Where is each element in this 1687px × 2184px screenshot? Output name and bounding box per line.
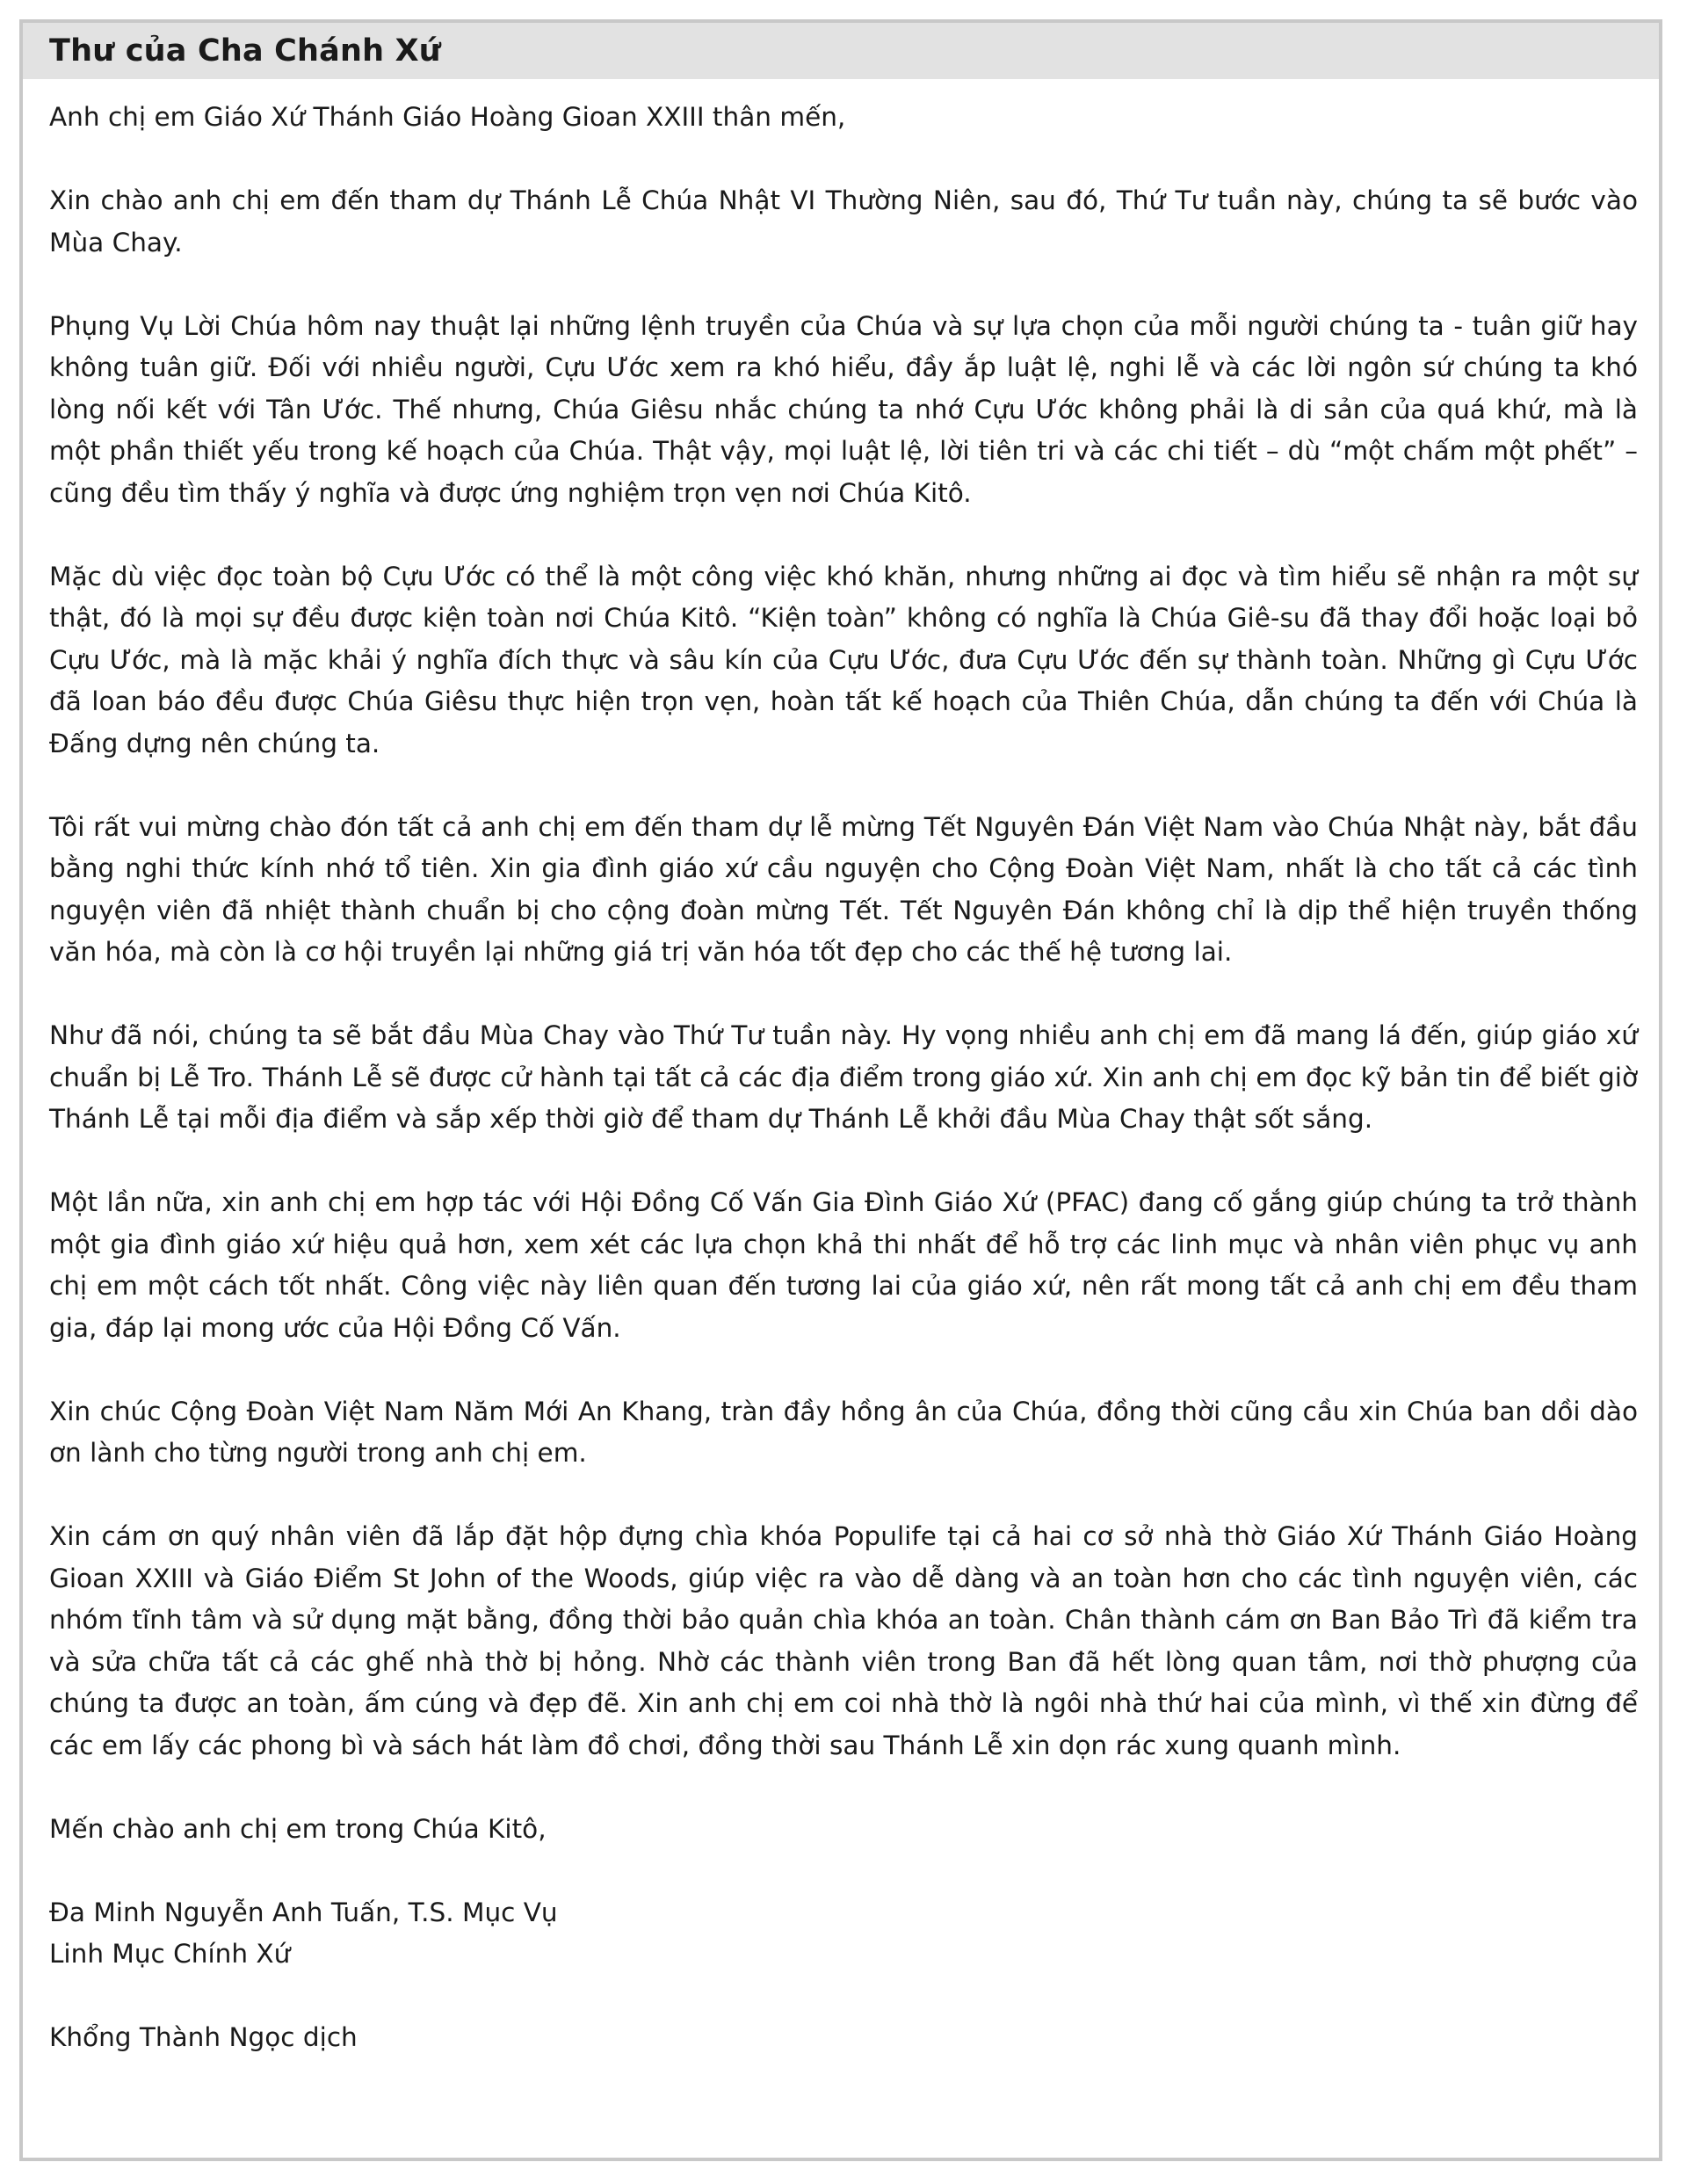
closing: Mến chào anh chị em trong Chúa Kitô, (49, 1813, 547, 1844)
letter-title: Thư của Cha Chánh Xứ (49, 33, 441, 69)
paragraph-pfac: Một lần nữa, xin anh chị em hợp tác với Hội Đồng Cố Vấn Gia Đình Giáo Xứ (PFAC) đang cố gắng giúp chúng ta trở thành một gia đình giáo xứ hiệu quả hơn, xem xét các lựa chọn khả thi nhất để hỗ trợ các linh mục và nhân viên phục vụ anh chị em một cách tốt nhất. Công việc này liên quan đến tương lai của giáo xứ, nên rất mong tất cả anh chị em đều tham gia, đáp lại mong ước của Hội Đồng Cố Vấn. (49, 1187, 1638, 1343)
paragraph-lunar-new-year: Tôi rất vui mừng chào đón tất cả anh chị em đến tham dự lễ mừng Tết Nguyên Đán Việt Nam vào Chúa Nhật này, bắt đầu bằng nghi thức kính nhớ tổ tiên. Xin gia đình giáo xứ cầu nguyện cho Cộng Đoàn Việt Nam, nhất là cho tất cả các tình nguyện viên đã nhiệt thành chuẩn bị cho cộng đoàn mừng Tết. Tết Nguyên Đán không chỉ là dịp thể hiện truyền thống văn hóa, mà còn là cơ hội truyền lại những giá trị văn hóa tốt đẹp cho các thế hệ tương lai. (49, 811, 1638, 967)
letter-header (23, 23, 1659, 79)
paragraph-lent-intro: Xin chào anh chị em đến tham dự Thánh Lễ Chúa Nhật VI Thường Niên, sau đó, Thứ Tư tuần này, chúng ta sẽ bước vào Mùa Chay. (49, 185, 1638, 258)
paragraph-old-testament: Phụng Vụ Lời Chúa hôm nay thuật lại những lệnh truyền của Chúa và sự lựa chọn của mỗi người chúng ta - tuân giữ hay không tuân giữ. Đối với nhiều người, Cựu Ước xem ra khó hiểu, đầy ắp luật lệ, nghi lễ và các lời ngôn sứ chúng ta khó lòng nối kết với Tân Ước. Thế nhưng, Chúa Giêsu nhắc chúng ta nhớ Cựu Ước không phải là di sản của quá khứ, mà là một phần thiết yếu trong kế hoạch của Chúa. Thật vậy, mọi luật lệ, lời tiên tri và các chi tiết – dù “một chấm một phết” – cũng đều tìm thấy ý nghĩa và được ứng nghiệm trọn vẹn nơi Chúa Kitô. (49, 310, 1638, 508)
translator-credit: Khổng Thành Ngọc dịch (49, 2022, 358, 2052)
paragraph-new-year-wishes: Xin chúc Cộng Đoàn Việt Nam Năm Mới An Khang, tràn đầy hồng ân của Chúa, đồng thời cũng cầu xin Chúa ban dồi dào ơn lành cho từng người trong anh chị em. (49, 1396, 1638, 1468)
paragraph-thanks: Xin cám ơn quý nhân viên đã lắp đặt hộp đựng chìa khóa Populife tại cả hai cơ sở nhà thờ Giáo Xứ Thánh Giáo Hoàng Gioan XXIII và Giáo Điểm St John of the Woods, giúp việc ra vào dễ dàng và an toàn hơn cho các tình nguyện viên, các nhóm tĩnh tâm và sử dụng mặt bằng, đồng thời bảo quản chìa khóa an toàn. Chân thành cám ơn Ban Bảo Trì đã kiểm tra và sửa chữa tất cả các ghế nhà thờ bị hỏng. Nhờ các thành viên trong Ban đã hết lòng quan tâm, nơi thờ phượng của chúng ta được an toàn, ấm cúng và đẹp đẽ. Xin anh chị em coi nhà thờ là ngôi nhà thứ hai của mình, vì thế xin đừng để các em lấy các phong bì và sách hát làm đồ chơi, đồng thời sau Thánh Lễ xin dọn rác xung quanh mình. (49, 1521, 1638, 1760)
letter-frame (19, 19, 1662, 2161)
paragraph-ash-wednesday: Như đã nói, chúng ta sẽ bắt đầu Mùa Chay vào Thứ Tư tuần này. Hy vọng nhiều anh chị em đã mang lá đến, giúp giáo xứ chuẩn bị Lễ Tro. Thánh Lễ sẽ được cử hành tại tất cả các địa điểm trong giáo xứ. Xin anh chị em đọc kỹ bản tin để biết giờ Thánh Lễ tại mỗi địa điểm và sắp xếp thời giờ để tham dự Thánh Lễ khởi đầu Mùa Chay thật sốt sắng. (49, 1020, 1638, 1134)
greeting: Anh chị em Giáo Xứ Thánh Giáo Hoàng Gioan XXIII thân mến, (49, 102, 846, 132)
letter-body (23, 79, 1659, 2059)
signature-name: Đa Minh Nguyễn Anh Tuấn, T.S. Mục Vụ (49, 1897, 558, 1927)
paragraph-fulfillment: Mặc dù việc đọc toàn bộ Cựu Ước có thể là một công việc khó khăn, nhưng những ai đọc và tìm hiểu sẽ nhận ra một sự thật, đó là mọi sự đều được kiện toàn nơi Chúa Kitô. “Kiện toàn” không có nghĩa là Chúa Giê-su đã thay đổi hoặc loại bỏ Cựu Ước, mà là mặc khải ý nghĩa đích thực và sâu kín của Cựu Ước, đưa Cựu Ước đến sự thành toàn. Những gì Cựu Ước đã loan báo đều được Chúa Giêsu thực hiện trọn vẹn, hoàn tất kế hoạch của Thiên Chúa, dẫn chúng ta đến với Chúa là Đấng dựng nên chúng ta. (49, 561, 1638, 758)
signature-role: Linh Mục Chính Xứ (49, 1939, 291, 1969)
signature-block (49, 1892, 1638, 1976)
